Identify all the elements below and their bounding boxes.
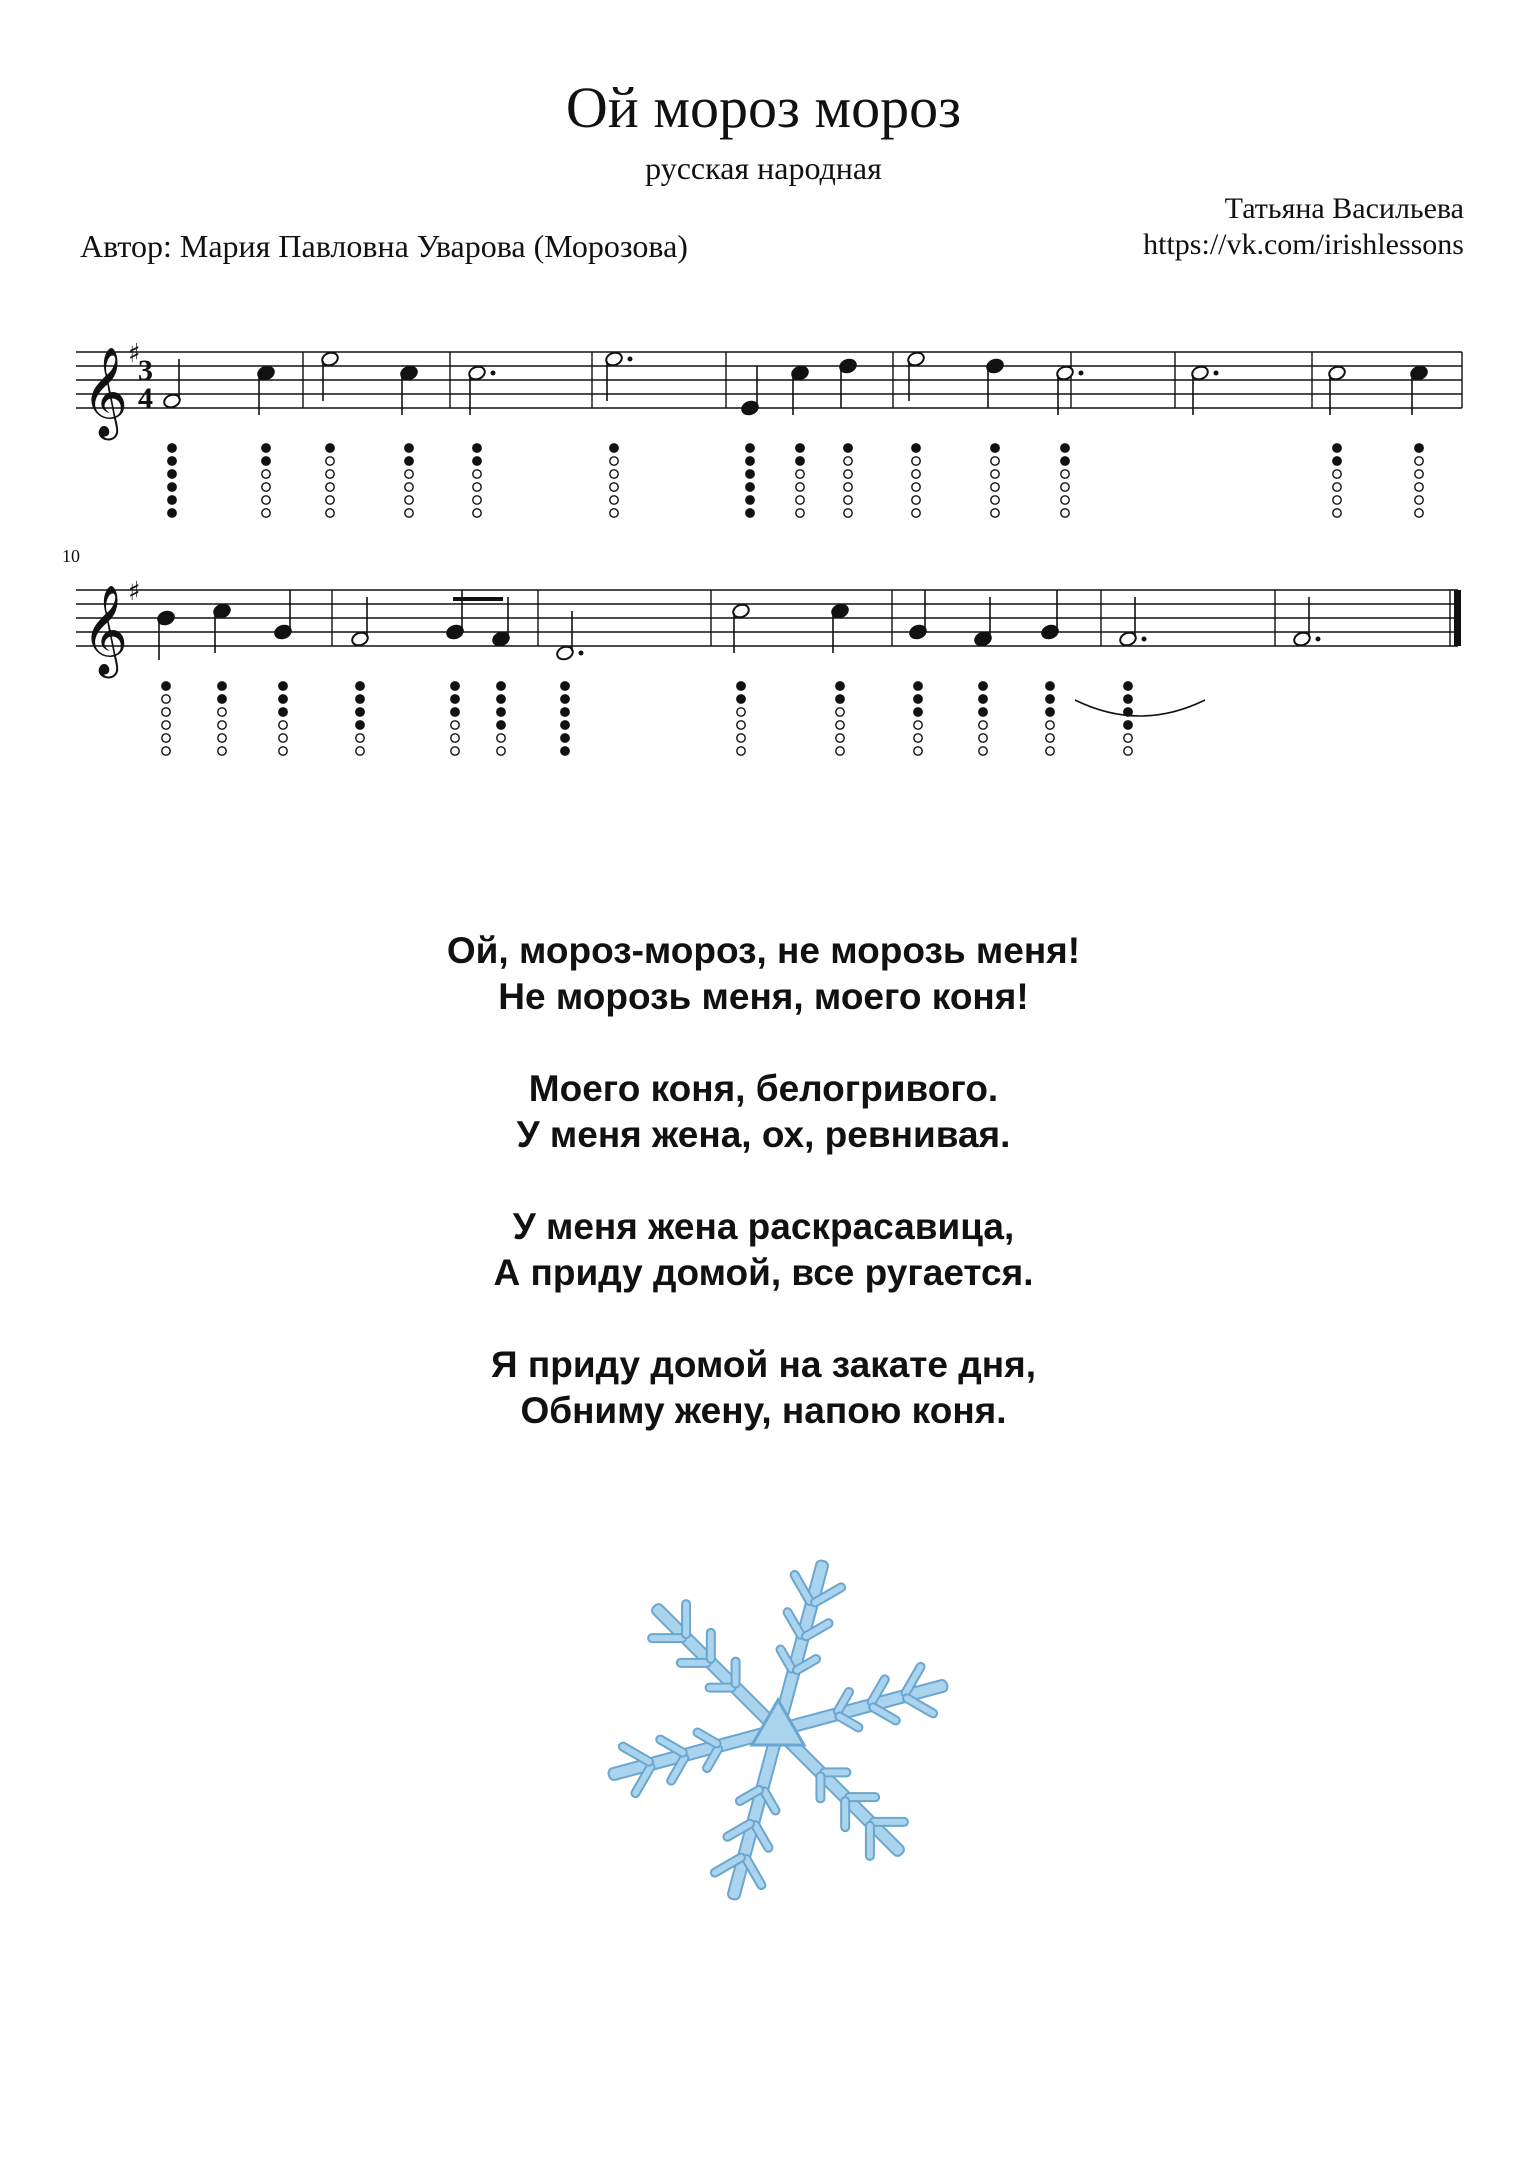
key-signature-sharp: ♯ [128, 339, 141, 369]
final-barline [1454, 590, 1461, 646]
fingering-hole [844, 496, 852, 504]
lyrics-stanza [0, 1204, 1527, 1296]
fingering-hole [262, 483, 270, 491]
fingering-hole [844, 457, 852, 465]
fingering-hole [405, 509, 413, 517]
fingering-hole [610, 457, 618, 465]
snowflake-branch [870, 1818, 908, 1826]
snowflake-branch [732, 1658, 740, 1688]
augmentation-dot [1142, 637, 1147, 642]
fingering-hole [162, 695, 170, 703]
treble-clef-icon: 𝄞 [82, 585, 129, 675]
fingering-hole [836, 708, 844, 716]
augmentation-dot [579, 651, 584, 656]
fingering-hole [162, 747, 170, 755]
fingering-hole [1333, 483, 1341, 491]
fingering-hole [991, 444, 999, 452]
fingering-hole [914, 695, 922, 703]
fingering-hole [746, 444, 754, 452]
fingering-hole [610, 444, 618, 452]
fingering-hole [1061, 444, 1069, 452]
fingering-hole [1124, 747, 1132, 755]
fingering-hole [844, 509, 852, 517]
fingering-hole [497, 734, 505, 742]
fingering-hole [737, 747, 745, 755]
lyrics-stanza [0, 1342, 1527, 1434]
fingering-hole [979, 682, 987, 690]
fingering-hole [473, 483, 481, 491]
time-signature-top: 3 [138, 354, 153, 387]
fingering-hole [279, 695, 287, 703]
fingering-hole [914, 734, 922, 742]
fingering-hole [218, 695, 226, 703]
fingering-hole [914, 708, 922, 716]
augmentation-dot [1316, 637, 1321, 642]
fingering-hole [162, 734, 170, 742]
fingering-hole [497, 708, 505, 716]
fingering-hole [561, 721, 569, 729]
fingering-hole [326, 444, 334, 452]
fingering-hole [451, 708, 459, 716]
fingering-hole [326, 509, 334, 517]
fingering-hole [405, 496, 413, 504]
fingering-hole [497, 682, 505, 690]
fingering-hole [991, 457, 999, 465]
fingering-hole [451, 734, 459, 742]
fingering-hole [162, 721, 170, 729]
snowflake-branch [707, 1629, 715, 1663]
snowflake-icon [588, 1540, 968, 1920]
fingering-hole [326, 457, 334, 465]
fingering-hole [279, 708, 287, 716]
staff-system-1 [76, 339, 1462, 716]
snowflake-branch [816, 1772, 824, 1802]
fingering-hole [610, 483, 618, 491]
fingering-hole [168, 496, 176, 504]
augmentation-dot [491, 371, 496, 376]
fingering-hole [914, 682, 922, 690]
snowflake-branch [866, 1822, 874, 1860]
staff-system-2 [76, 577, 1461, 780]
fingering-hole [405, 470, 413, 478]
fingering-hole [610, 470, 618, 478]
fingering-hole [1124, 695, 1132, 703]
fingering-hole [218, 682, 226, 690]
fingering-hole [912, 470, 920, 478]
fingering-hole [218, 708, 226, 716]
fingering-hole [1333, 470, 1341, 478]
lyrics-line: Не морозь меня, моего коня! [498, 976, 1029, 1017]
fingering-hole [473, 457, 481, 465]
fingering-hole [1415, 470, 1423, 478]
fingering-hole [451, 682, 459, 690]
lyrics-line: Ой, мороз-мороз, не морозь меня! [446, 930, 1081, 971]
fingering-hole [473, 496, 481, 504]
fingering-hole [979, 708, 987, 716]
fingering-hole [473, 470, 481, 478]
fingering-hole [746, 496, 754, 504]
fingering-hole [561, 734, 569, 742]
fingering-hole [1061, 470, 1069, 478]
fingering-hole [844, 444, 852, 452]
fingering-hole [1046, 734, 1054, 742]
fingering-hole [836, 747, 844, 755]
fingering-hole [1046, 721, 1054, 729]
fingering-hole [836, 734, 844, 742]
augmentation-dot [628, 357, 633, 362]
fingering-hole [746, 483, 754, 491]
fingering-hole [991, 470, 999, 478]
fingering-hole [356, 682, 364, 690]
fingering-hole [279, 734, 287, 742]
fingering-hole [561, 747, 569, 755]
fingering-hole [262, 470, 270, 478]
fingering-hole [979, 734, 987, 742]
fingering-hole [991, 496, 999, 504]
fingering-hole [914, 747, 922, 755]
fingering-hole [279, 721, 287, 729]
fingering-hole [405, 444, 413, 452]
fingering-hole [991, 509, 999, 517]
fingering-hole [451, 695, 459, 703]
fingering-hole [162, 682, 170, 690]
augmentation-dot [1214, 371, 1219, 376]
key-signature-sharp: ♯ [128, 577, 141, 607]
fingering-hole [356, 708, 364, 716]
lyrics-line: Моего коня, белогривого. [528, 1068, 999, 1109]
fingering-hole [1415, 444, 1423, 452]
lyrics-line: А приду домой, все ругается. [493, 1252, 1034, 1293]
fingering-hole [405, 457, 413, 465]
fingering-hole [836, 721, 844, 729]
sheet-music [0, 300, 1527, 780]
snowflake-branch [845, 1793, 879, 1801]
fingering-hole [796, 509, 804, 517]
fingering-hole [746, 509, 754, 517]
fingering-hole [1124, 708, 1132, 716]
fingering-hole [1046, 682, 1054, 690]
fingering-hole [1333, 509, 1341, 517]
fingering-hole [168, 483, 176, 491]
fingering-hole [991, 483, 999, 491]
fingering-hole [912, 444, 920, 452]
fingering-hole [912, 457, 920, 465]
fingering-hole [451, 721, 459, 729]
lyrics [0, 928, 1527, 1480]
fingering-hole [561, 695, 569, 703]
snowflake-branch [841, 1797, 849, 1831]
fingering-hole [1124, 734, 1132, 742]
lyrics-stanza [0, 1066, 1527, 1158]
fingering-hole [279, 747, 287, 755]
snowflake-branch [682, 1600, 690, 1638]
fingering-hole [1061, 457, 1069, 465]
fingering-hole [168, 470, 176, 478]
fingering-hole [262, 496, 270, 504]
fingering-hole [912, 509, 920, 517]
fingering-hole [218, 747, 226, 755]
augmentation-dot [1079, 371, 1084, 376]
fingering-hole [451, 747, 459, 755]
fingering-hole [326, 483, 334, 491]
fingering-hole [473, 509, 481, 517]
song-subtitle: русская народная [645, 150, 882, 186]
fingering-hole [262, 509, 270, 517]
fingering-hole [1124, 682, 1132, 690]
fingering-hole [1333, 496, 1341, 504]
lyrics-line: У меня жена, ох, ревнивая. [516, 1114, 1011, 1155]
fingering-hole [610, 496, 618, 504]
fingering-hole [356, 747, 364, 755]
fingering-hole [168, 457, 176, 465]
fingering-hole [262, 457, 270, 465]
fingering-hole [1333, 444, 1341, 452]
fingering-hole [279, 682, 287, 690]
fingering-hole [1415, 457, 1423, 465]
fingering-hole [561, 682, 569, 690]
fingering-hole [796, 444, 804, 452]
fingering-hole [1061, 483, 1069, 491]
snowflake-spine [650, 1602, 782, 1734]
tie [1075, 700, 1205, 716]
fingering-hole [1061, 509, 1069, 517]
fingering-hole [356, 734, 364, 742]
fingering-hole [497, 695, 505, 703]
fingering-hole [737, 695, 745, 703]
fingering-hole [979, 747, 987, 755]
fingering-hole [1046, 747, 1054, 755]
fingering-hole [1061, 496, 1069, 504]
measure-number: 10 [62, 546, 80, 566]
time-signature-bottom: 4 [138, 382, 153, 415]
fingering-hole [914, 721, 922, 729]
fingering-hole [796, 470, 804, 478]
snowflake-branch [677, 1659, 711, 1667]
fingering-hole [1046, 708, 1054, 716]
fingering-hole [737, 682, 745, 690]
lyrics-line: У меня жена раскрасавица, [512, 1206, 1015, 1247]
fingering-hole [561, 708, 569, 716]
fingering-hole [218, 721, 226, 729]
fingering-hole [168, 509, 176, 517]
fingering-hole [1415, 496, 1423, 504]
fingering-hole [737, 721, 745, 729]
lyrics-line: Обниму жену, напою коня. [520, 1390, 1007, 1431]
fingering-hole [473, 444, 481, 452]
fingering-hole [796, 496, 804, 504]
fingering-hole [844, 483, 852, 491]
fingering-hole [326, 470, 334, 478]
fingering-hole [162, 708, 170, 716]
fingering-hole [912, 483, 920, 491]
fingering-hole [1046, 695, 1054, 703]
snowflake-branch [648, 1634, 686, 1642]
source-url: https://vk.com/irishlessons [1143, 228, 1464, 261]
fingering-hole [844, 470, 852, 478]
author-credit: Автор: Мария Павловна Уварова (Морозова) [80, 228, 688, 264]
fingering-hole [979, 721, 987, 729]
fingering-hole [912, 496, 920, 504]
fingering-hole [497, 747, 505, 755]
song-title: Ой мороз мороз [565, 75, 962, 140]
fingering-hole [796, 457, 804, 465]
fingering-hole [796, 483, 804, 491]
fingering-hole [737, 708, 745, 716]
arranger-name: Татьяна Васильева [1224, 192, 1464, 225]
fingering-hole [737, 734, 745, 742]
fingering-hole [405, 483, 413, 491]
fingering-hole [746, 470, 754, 478]
fingering-hole [218, 734, 226, 742]
fingering-hole [326, 496, 334, 504]
fingering-hole [1124, 721, 1132, 729]
lyrics-stanza [0, 928, 1527, 1020]
fingering-hole [168, 444, 176, 452]
fingering-hole [497, 721, 505, 729]
fingering-hole [979, 695, 987, 703]
lyrics-line: Я приду домой на закате дня, [491, 1344, 1036, 1385]
fingering-hole [262, 444, 270, 452]
fingering-hole [356, 695, 364, 703]
fingering-hole [746, 457, 754, 465]
fingering-hole [836, 695, 844, 703]
fingering-hole [610, 509, 618, 517]
note-beam [453, 597, 503, 601]
fingering-hole [1333, 457, 1341, 465]
fingering-hole [356, 721, 364, 729]
fingering-hole [1415, 509, 1423, 517]
fingering-hole [1415, 483, 1423, 491]
treble-clef-icon: 𝄞 [82, 347, 129, 437]
fingering-hole [836, 682, 844, 690]
